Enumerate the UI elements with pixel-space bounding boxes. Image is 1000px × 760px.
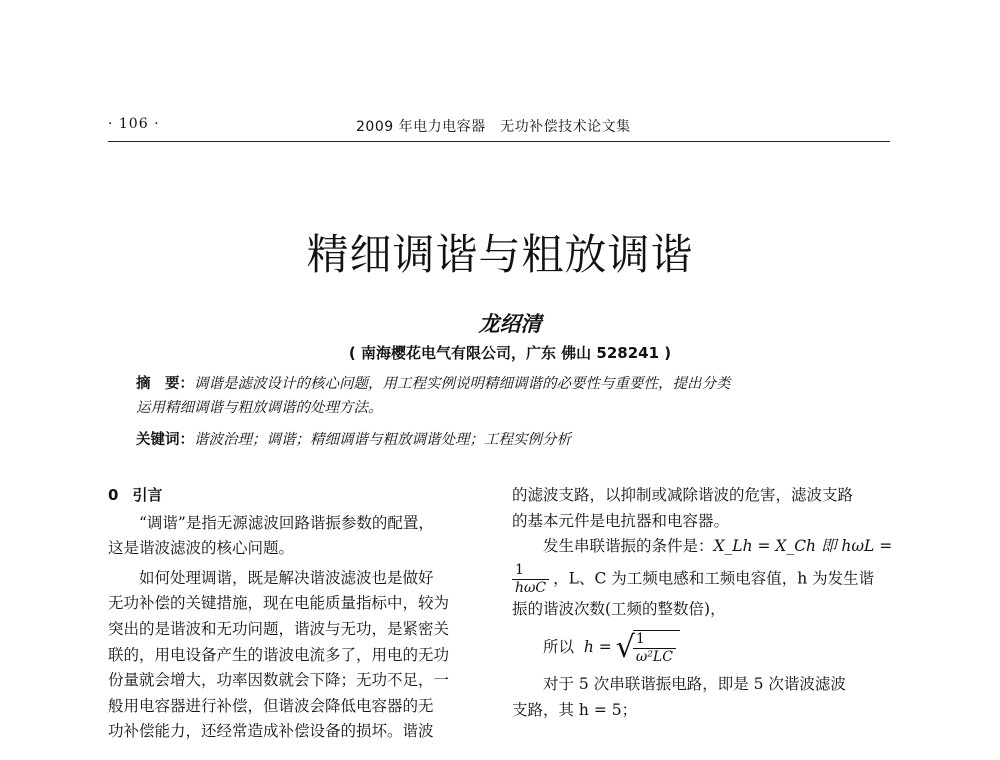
h-formula [512, 630, 896, 666]
so-label: 所以 [543, 638, 575, 657]
h-equals: h = [583, 638, 612, 657]
text-line: 对于 5 次串联谐振电路，即是 5 次谐波滤波 [543, 675, 846, 694]
keywords [136, 428, 876, 452]
fifth-harmonic-paragraph [512, 672, 896, 723]
fraction-1-over-w2lc [633, 631, 676, 666]
section-title: 引言 [132, 486, 163, 504]
sqrt-denominator: ω²LC [635, 649, 673, 666]
abstract-label: 摘 要： [136, 376, 194, 392]
condition-text: 发生串联谐振的条件是： [543, 537, 714, 556]
condition-formula: X_Lh = X_Ch 即 hωL = [713, 537, 893, 556]
abstract-text-1: 调谐是滤波设计的核心问题，用工程实例说明精细调谐的必要性与重要性，提出分类 [194, 376, 731, 392]
h-formula-line [512, 630, 896, 666]
text-line: 的基本元件是电抗器和电容器。 [512, 511, 730, 530]
running-title: 2009 年电力电容器 无功补偿技术论文集 [356, 119, 631, 135]
resonance-condition-paragraph [512, 534, 896, 622]
text-line: 般用电容器进行补偿，但谐波会降低电容器的无 [108, 696, 434, 715]
text-line: 振的谐波次数(工频的整数倍)， [512, 599, 726, 618]
author-affiliation: ( 南海樱花电气有限公司，广东 佛山 528241 ) [348, 344, 672, 362]
author-name: 龙绍清 [478, 311, 542, 336]
abstract-line-1 [136, 372, 876, 396]
intro-paragraph-2 [108, 566, 488, 745]
header-rule [108, 141, 890, 142]
text-line: “调谐”是指无源滤波回路谐振参数的配置， [139, 513, 434, 532]
text-line: 的滤波支路，以抑制或减除谐波的危害，滤波支路 [512, 486, 854, 504]
text-line: 无功补偿的关键措施，现在电能质量指标中，较为 [108, 594, 450, 613]
abstract-line-2: 运用精细调谐与粗放调谐的处理方法。 [136, 400, 383, 416]
intro-paragraph-1 [108, 511, 488, 562]
text-line: 联的，用电设备产生的谐波电流多了，用电的无功 [108, 645, 450, 664]
sqrt-expression [616, 630, 680, 666]
text-line: 如何处理调谐，既是解决谐波滤波也是做好 [139, 568, 434, 587]
text-line: 突出的是谐波和无功问题，谐波与无功，是紧密关 [108, 619, 450, 638]
page-number: · 106 · [108, 116, 160, 132]
text-line: 这是谐波滤波的核心问题。 [108, 539, 295, 558]
fraction-1-over-hwc [512, 562, 549, 597]
sqrt-numerator: 1 [633, 631, 676, 649]
fraction-denominator: hωC [515, 579, 547, 596]
text-line [512, 534, 896, 560]
condition-continued: ，L、C 为工频电感和工频电容值，h 为发生谐 [553, 569, 875, 588]
continued-paragraph [512, 483, 896, 534]
keywords-text: 谐波治理；调谐；精细调谐与粗放调谐处理；工程实例分析 [194, 432, 571, 448]
fraction-numerator: 1 [512, 562, 549, 580]
text-line: 功补偿能力，还经常造成补偿设备的损坏。谐波 [108, 722, 434, 741]
abstract [136, 372, 876, 420]
text-line: 份量就会增大，功率因数就会下降；无功不足，一 [108, 671, 450, 690]
fraction-line [512, 562, 896, 597]
sqrt-symbol: √ [615, 630, 635, 666]
section-number: 0 [108, 486, 119, 504]
page-header [108, 112, 888, 138]
keywords-label: 关键词： [136, 432, 194, 448]
text-line: 支路，其 h = 5； [512, 700, 638, 719]
left-column [108, 483, 488, 745]
paper-title: 精细调谐与粗放调谐 [306, 230, 694, 279]
right-column [512, 483, 896, 724]
section-heading [108, 483, 488, 509]
sqrt-radicand [633, 630, 680, 666]
